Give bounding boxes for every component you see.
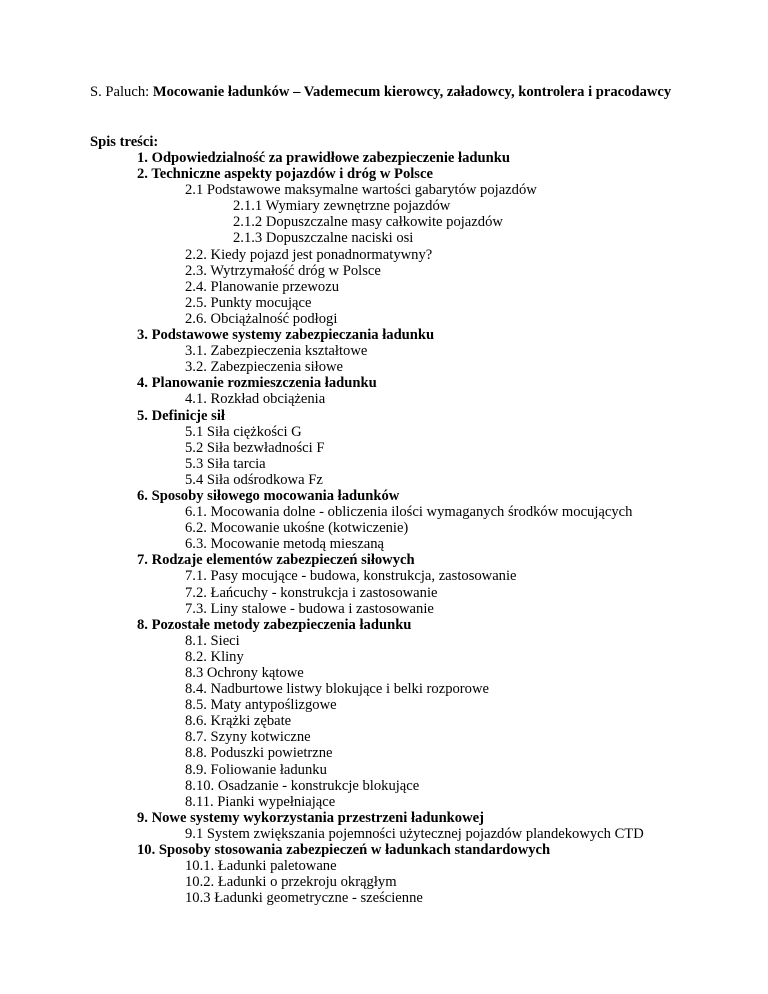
toc-section: 10.3 Ładunki geometryczne - sześcienne xyxy=(185,890,423,907)
toc-section: 8.11. Pianki wypełniające xyxy=(185,793,336,810)
toc-section: 4.1. Rozkład obciążenia xyxy=(185,391,326,408)
toc-section: 8.1. Sieci xyxy=(185,632,240,649)
toc-chapter: 6. Sposoby siłowego mocowania ładunków xyxy=(137,487,400,504)
toc-section: 5.4 Siła odśrodkowa Fz xyxy=(185,471,323,488)
toc-section: 7.1. Pasy mocujące - budowa, konstrukcja, zastosowanie xyxy=(185,568,517,585)
toc-section: 3.1. Zabezpieczenia kształtowe xyxy=(185,343,368,360)
document-header xyxy=(90,84,690,101)
author-name: S. Paluch: xyxy=(90,84,153,100)
toc-section: 2.6. Obciążalność podłogi xyxy=(185,310,338,327)
toc-chapter: 8. Pozostałe metody zabezpieczenia ładunku xyxy=(137,616,412,633)
toc-section: 9.1 System zwiększania pojemności użytecznej pojazdów plandekowych CTD xyxy=(185,825,644,842)
toc-section: 8.7. Szyny kotwiczne xyxy=(185,729,311,746)
toc-section: 10.2. Ładunki o przekroju okrągłym xyxy=(185,874,397,891)
toc-section: 7.2. Łańcuchy - konstrukcja i zastosowanie xyxy=(185,584,438,601)
toc-chapter: 10. Sposoby stosowania zabezpieczeń w ładunkach standardowych xyxy=(137,842,551,859)
toc-section: 8.8. Poduszki powietrzne xyxy=(185,745,333,762)
toc-subsection: 2.1.2 Dopuszczalne masy całkowite pojazdów xyxy=(233,214,503,231)
toc-section: 8.4. Nadburtowe listwy blokujące i belki rozporowe xyxy=(185,681,489,698)
toc-section: 2.5. Punkty mocujące xyxy=(185,294,312,311)
toc-chapter: 3. Podstawowe systemy zabezpieczania ładunku xyxy=(137,327,435,344)
toc-section: 8.2. Kliny xyxy=(185,648,244,665)
toc-subsection: 2.1.1 Wymiary zewnętrzne pojazdów xyxy=(233,198,451,215)
toc-chapter: 7. Rodzaje elementów zabezpieczeń siłowych xyxy=(137,552,415,569)
toc-section: 2.3. Wytrzymałość dróg w Polsce xyxy=(185,262,381,279)
toc-section: 8.5. Maty antypoślizgowe xyxy=(185,697,337,714)
toc-chapter: 1. Odpowiedzialność za prawidłowe zabezpieczenie ładunku xyxy=(137,150,510,166)
table-of-contents xyxy=(0,150,768,906)
book-title: Mocowanie ładunków – Vademecum kierowcy, załadowcy, kontrolera i pracodawcy xyxy=(152,84,672,100)
toc-section: 6.1. Mocowania dolne - obliczenia ilości wymaganych środków mocujących xyxy=(185,504,633,521)
toc-section: 2.2. Kiedy pojazd jest ponadnormatywny? xyxy=(185,246,433,263)
toc-section: 7.3. Liny stalowe - budowa i zastosowanie xyxy=(185,600,434,617)
toc-section: 5.3 Siła tarcia xyxy=(185,455,266,472)
toc-chapter: 9. Nowe systemy wykorzystania przestrzeni ładunkowej xyxy=(137,809,484,826)
toc-section: 8.3 Ochrony kątowe xyxy=(185,665,304,681)
toc-chapter: 5. Definicje sił xyxy=(137,407,225,424)
toc-chapter: 4. Planowanie rozmieszczenia ładunku xyxy=(137,375,377,392)
toc-subsection: 2.1.3 Dopuszczalne naciski osi xyxy=(233,230,414,247)
toc-section: 5.1 Siła ciężkości G xyxy=(185,423,302,440)
toc-section: 2.1 Podstawowe maksymalne wartości gabarytów pojazdów xyxy=(185,182,537,199)
toc-section: 2.4. Planowanie przewozu xyxy=(185,278,339,295)
toc-section: 8.6. Krążki zębate xyxy=(185,713,292,730)
toc-section: 8.10. Osadzanie - konstrukcje blokujące xyxy=(185,777,420,794)
toc-section: 10.1. Ładunki paletowane xyxy=(185,858,337,875)
toc-section: 6.2. Mocowanie ukośne (kotwiczenie) xyxy=(185,520,409,537)
toc-chapter: 2. Techniczne aspekty pojazdów i dróg w Polsce xyxy=(137,166,433,183)
toc-heading: Spis treści: xyxy=(90,134,159,150)
toc-section: 3.2. Zabezpieczenia siłowe xyxy=(185,359,344,376)
toc-section: 6.3. Mocowanie metodą mieszaną xyxy=(185,536,384,553)
toc-section: 5.2 Siła bezwładności F xyxy=(185,439,325,456)
toc-section: 8.9. Foliowanie ładunku xyxy=(185,761,327,778)
